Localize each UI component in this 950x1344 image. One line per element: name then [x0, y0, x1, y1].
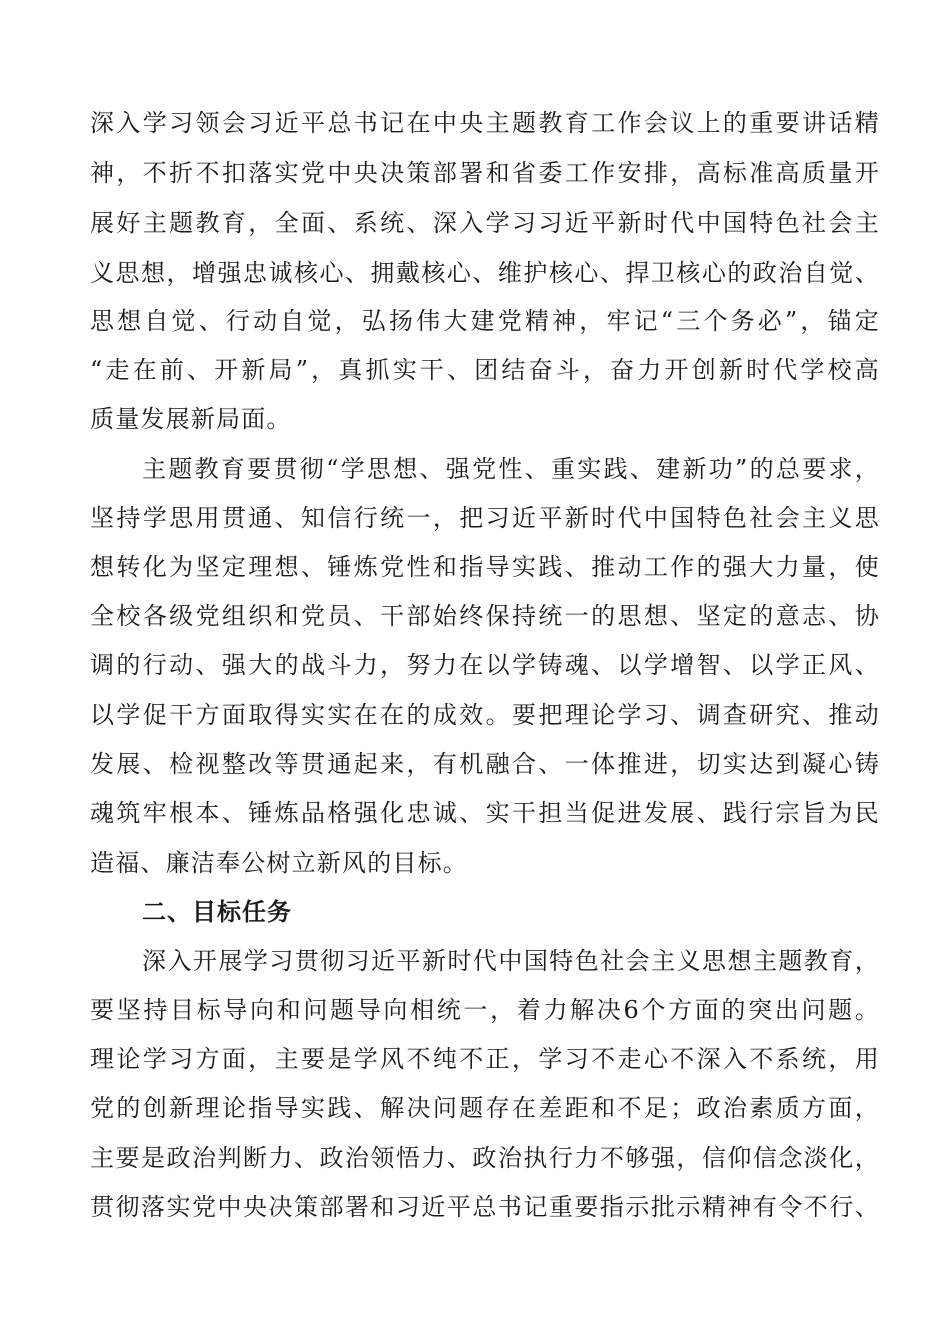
text-line: 展好主题教育，全面、系统、深入学习习近平新时代中国特色社会主: [90, 209, 880, 237]
text-line: 质量发展新局面。: [90, 405, 292, 433]
paragraph-first-line: 深入开展学习贯彻习近平新时代中国特色社会主义思想主题教育，: [142, 947, 880, 975]
text-line: 思想自觉、行动自觉，弘扬伟大建党精神，牢记“三个务必”，锚定: [90, 307, 880, 335]
text-line: 主要是政治判断力、政治领悟力、政治执行力不够强，信仰信念淡化，: [90, 1144, 880, 1172]
text-line: “走在前、开新局”，真抓实干、团结奋斗，奋力开创新时代学校高: [90, 356, 880, 384]
text-line: 理论学习方面，主要是学风不纯不正，学习不走心不深入不系统，用: [90, 1045, 880, 1073]
text-line: 发展、检视整改等贯通起来，有机融合、一体推进，切实达到凝心铸: [90, 750, 880, 778]
text-line: 以学促干方面取得实实在在的成效。要把理论学习、调查研究、推动: [90, 701, 880, 729]
text-line: 造福、廉洁奉公树立新风的目标。: [90, 849, 468, 877]
text-line: 全校各级党组织和党员、干部始终保持统一的思想、坚定的意志、协: [90, 602, 880, 630]
text-line: 要坚持目标导向和问题导向相统一，着力解决6个方面的突出问题。: [90, 996, 880, 1024]
text-line: 调的行动、强大的战斗力，努力在以学铸魂、以学增智、以学正风、: [90, 651, 880, 679]
text-line: 义思想，增强忠诚核心、拥戴核心、维护核心、捍卫核心的政治自觉、: [90, 259, 880, 287]
paragraph-first-line: 主题教育要贯彻“学思想、强党性、重实践、建新功”的总要求，: [142, 455, 880, 483]
text-line: 贯彻落实党中央决策部署和习近平总书记重要指示批示精神有令不行、: [90, 1193, 880, 1221]
text-line: 想转化为坚定理想、锤炼党性和指导实践、推动工作的强大力量，使: [90, 553, 880, 581]
text-line: 深入学习领会习近平总书记在中央主题教育工作会议上的重要讲话精: [90, 109, 880, 137]
text-line: 党的创新理论指导实践、解决问题存在差距和不足；政治素质方面，: [90, 1094, 880, 1122]
text-line: 神，不折不扣落实党中央决策部署和省委工作安排，高标准高质量开: [90, 159, 880, 187]
section-heading: 二、目标任务: [142, 898, 292, 926]
text-line: 坚持学思用贯通、知信行统一，把习近平新时代中国特色社会主义思: [90, 504, 880, 532]
text-line: 魂筑牢根本、锤炼品格强化忠诚、实干担当促进发展、践行宗旨为民: [90, 799, 880, 827]
